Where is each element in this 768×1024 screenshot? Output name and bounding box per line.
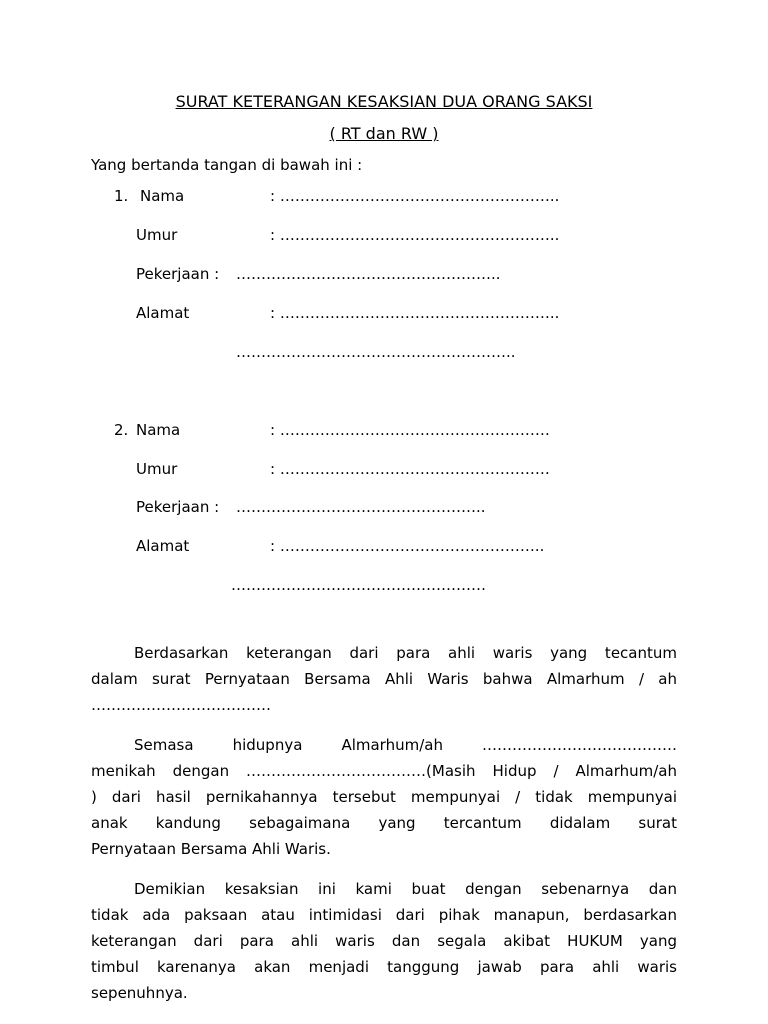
paragraph-pernikahan	[91, 732, 677, 862]
witness-1-alamat-label: Alamat	[136, 304, 190, 322]
paragraph-1-line-1: Berdasarkan keterangan dari para ahli waris yang tecantum	[134, 644, 677, 662]
paragraph-3-line-2: tidak ada paksaan atau intimidasi dari pihak manapun, berdasarkan	[91, 906, 677, 924]
paragraph-1-line-2: dalam surat Pernyataan Bersama Ahli Waris bahwa Almarhum / ah	[91, 670, 677, 688]
witness-1-umur-field: : ………………………………………………..	[270, 226, 560, 244]
paragraph-2-line-2: menikah dengan ………………………………(Masih Hidup / Almarhum/ah	[91, 762, 677, 780]
document-title: SURAT KETERANGAN KESAKSIAN DUA ORANG SAKSI	[175, 92, 593, 111]
witness-1-pekerjaan-field: ……………………………………………..	[236, 265, 501, 283]
witness-2-pekerjaan-field: …………………………………………..	[236, 498, 486, 516]
witness-2-alamat-field: : ……………………………………………..	[270, 537, 545, 555]
paragraph-ahli-waris	[91, 640, 677, 718]
witness-1-pekerjaan-label: Pekerjaan :	[136, 265, 220, 283]
witness-1-alamat-continuation: ………………………………………………..	[236, 343, 516, 361]
paragraph-3-line-1: Demikian kesaksian ini kami buat dengan sebenarnya dan	[134, 880, 677, 898]
paragraph-1-line-3: ………………………………	[91, 696, 271, 714]
witness-2-umur-field: : ………………………………………………	[270, 460, 550, 478]
witness-2-alamat-continuation: ……………………………………………	[231, 576, 486, 594]
paragraph-3-line-4: timbul karenanya akan menjadi tanggung jawab para ahli waris	[91, 958, 677, 976]
witness-2-number: 2.	[114, 421, 129, 439]
witness-1-number: 1.	[114, 187, 129, 205]
paragraph-2-line-1: Semasa hidupnya Almarhum/ah …………………………………	[134, 736, 677, 754]
witness-2-nama-field: : ………………………………………………	[270, 421, 550, 439]
witness-1-nama-field: : ………………………………………………..	[270, 187, 560, 205]
paragraph-2-line-3: ) dari hasil pernikahannya tersebut mempunyai / tidak mempunyai	[91, 788, 677, 806]
witness-1-umur-label: Umur	[136, 226, 178, 244]
paragraph-3-line-5: sepenuhnya.	[91, 984, 188, 1002]
paragraph-3-line-3: keterangan dari para ahli waris dan segala akibat HUKUM yang	[91, 932, 677, 950]
witness-2-alamat-label: Alamat	[136, 537, 190, 555]
witness-1-nama-label: Nama	[140, 187, 185, 205]
witness-1-alamat-field: : ………………………………………………..	[270, 304, 560, 322]
paragraph-penutup	[91, 876, 677, 1006]
witness-2-pekerjaan-label: Pekerjaan :	[136, 498, 220, 516]
witness-2-nama-label: Nama	[136, 421, 181, 439]
paragraph-2-line-5: Pernyataan Bersama Ahli Waris.	[91, 840, 331, 858]
paragraph-2-line-4: anak kandung sebagaimana yang tercantum didalam surat	[91, 814, 677, 832]
witness-2-umur-label: Umur	[136, 460, 178, 478]
document-subtitle: ( RT dan RW )	[329, 124, 439, 143]
intro-text: Yang bertanda tangan di bawah ini :	[91, 156, 363, 174]
